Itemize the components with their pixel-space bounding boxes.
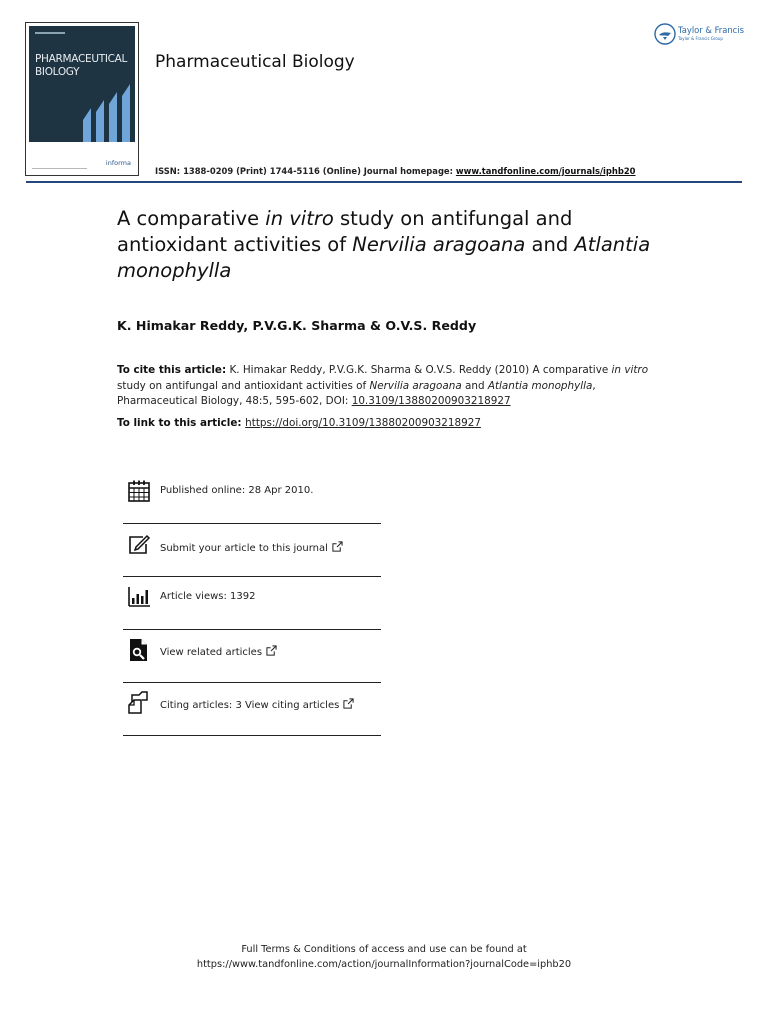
info-divider — [123, 629, 381, 630]
journal-cover — [25, 22, 139, 176]
doi-link[interactable]: 10.3109/13880200903218927 — [351, 395, 511, 407]
header-divider — [26, 181, 742, 183]
citation-text-italic: Nervilia aragoana — [369, 379, 462, 392]
article-doi-url[interactable]: https://doi.org/10.3109/13880200903218927 — [245, 417, 481, 429]
related-articles-row[interactable] — [123, 637, 381, 665]
citing-articles-text: Citing articles: 3 View citing articles — [160, 700, 340, 711]
title-part: and — [525, 233, 575, 256]
citing-icon — [127, 691, 151, 715]
cover-bars-graphic — [79, 78, 135, 148]
article-title — [117, 206, 677, 284]
footer-terms-link[interactable]: https://www.tandfonline.com/action/journalInformation?journalCode=iphb20 — [196, 959, 572, 970]
title-part-italic: Nervilia aragoana — [352, 233, 526, 256]
footer-line-1: Full Terms & Conditions of access and use can be found at — [241, 944, 527, 955]
publisher-logo-text: Taylor & Francis — [678, 25, 744, 35]
journal-homepage-link[interactable]: www.tandfonline.com/journals/iphb20 — [455, 166, 636, 176]
citation-label: To cite this article: — [117, 364, 227, 376]
issn-line — [155, 166, 636, 176]
submit-article-row[interactable] — [123, 531, 381, 559]
info-divider — [123, 682, 381, 683]
issn-text: ISSN: 1388-0209 (Print) 1744-5116 (Online) Journal homepage: — [155, 166, 456, 176]
info-divider — [123, 523, 381, 524]
publisher-logo[interactable] — [654, 22, 746, 46]
cover-bottom-band — [29, 142, 135, 172]
article-link-line — [117, 417, 481, 429]
search-document-icon — [127, 638, 151, 662]
info-divider — [123, 735, 381, 736]
citation-block — [117, 363, 657, 410]
link-label: To link to this article: — [117, 417, 246, 429]
edit-icon — [127, 533, 151, 557]
bar-chart-icon — [127, 584, 151, 608]
citation-text: study on antifungal and antioxidant activities of — [117, 379, 370, 392]
citation-text-italic: Atlantia monophylla — [487, 379, 593, 392]
article-views-row — [123, 583, 381, 611]
citing-articles-link[interactable] — [160, 698, 354, 711]
cover-top-line — [35, 32, 65, 34]
related-articles-text: View related articles — [160, 647, 263, 658]
title-part-italic: Atlantia monophylla — [117, 233, 651, 282]
taylor-francis-icon — [654, 23, 676, 45]
article-views-text: Article views: 1392 — [160, 591, 256, 602]
external-link-icon — [332, 541, 343, 552]
article-authors: K. Himakar Reddy, P.V.G.K. Sharma & O.V.S. Reddy — [117, 318, 477, 333]
external-link-icon — [266, 645, 277, 656]
publisher-logo-subtext: Taylor & Francis Group — [678, 36, 723, 41]
cover-bottom-line — [32, 168, 87, 169]
journal-title: Pharmaceutical Biology — [155, 52, 355, 72]
external-link-icon — [343, 698, 354, 709]
submit-article-link[interactable] — [160, 541, 343, 554]
citation-text: and — [461, 379, 488, 392]
published-online-row — [123, 478, 381, 506]
info-divider — [123, 576, 381, 577]
title-part: A comparative — [117, 207, 266, 230]
submit-article-text: Submit your article to this journal — [160, 543, 328, 554]
cover-title-line-2: BIOLOGY — [35, 66, 80, 78]
title-part: study on antifungal and antioxidant activities of — [117, 207, 573, 256]
cover-title-line-1: PHARMACEUTICAL — [35, 53, 128, 65]
footer-terms — [0, 942, 768, 972]
calendar-icon — [127, 479, 151, 503]
informa-logo: informa — [105, 159, 131, 167]
citation-text-italic: in vitro — [611, 364, 649, 376]
citation-text: K. Himakar Reddy, P.V.G.K. Sharma & O.V.S. Reddy (2010) A comparative — [226, 364, 612, 376]
published-online-text: Published online: 28 Apr 2010. — [160, 485, 314, 496]
citing-articles-row[interactable] — [123, 690, 381, 718]
related-articles-link[interactable] — [160, 645, 277, 658]
cover-image — [29, 26, 135, 172]
citation-text: , Pharmaceutical Biology, 48:5, 595-602, DOI: — [117, 379, 596, 407]
title-part-italic: in vitro — [265, 207, 334, 230]
cover-title — [35, 53, 133, 79]
